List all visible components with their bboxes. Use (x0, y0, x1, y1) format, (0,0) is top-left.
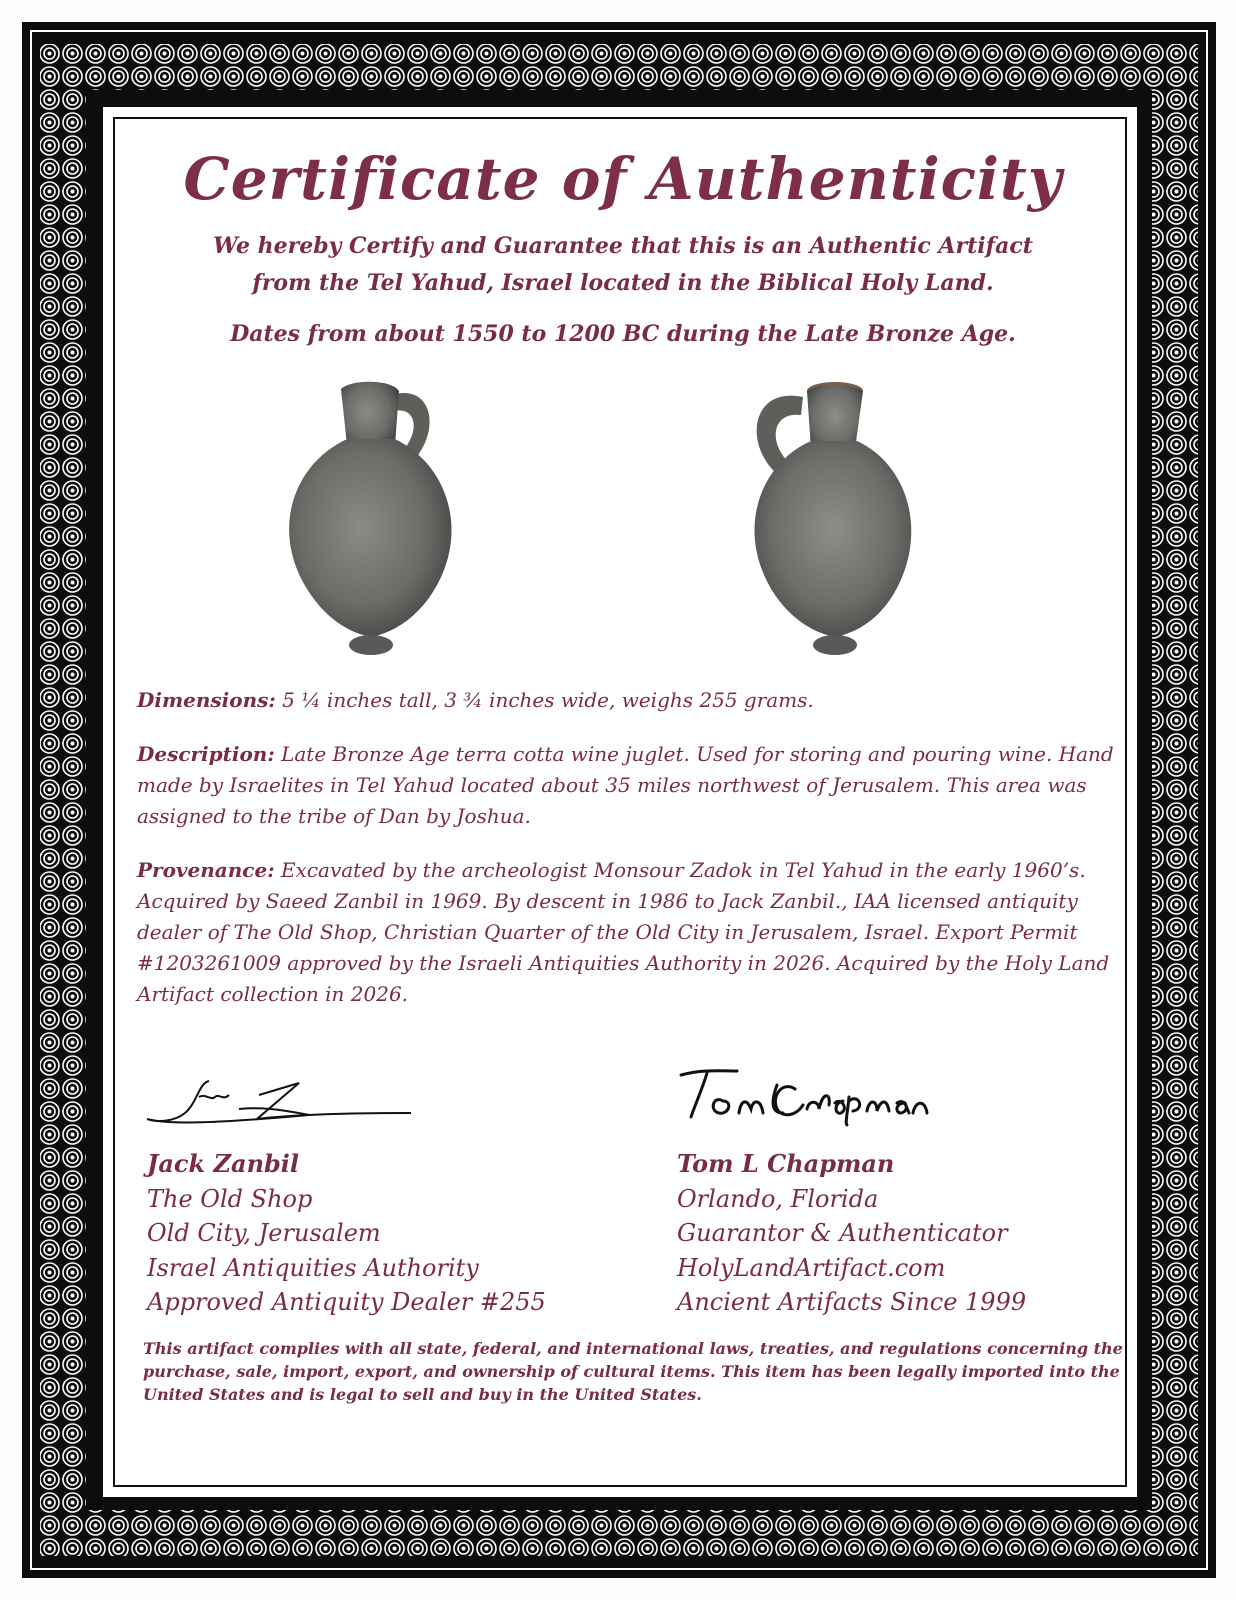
provenance-text: Excavated by the archeologist Monsour Zadok in Tel Yahud in the early 1960’s. Acquired by Saeed Zanbil in 1969. By descent in 1986 to Jack Zanbil., IAA licensed antiquity dealer of The Old Shop, Christian Quarter of the Old City in Jerusalem, Israel. Export Permit #1203261009 approved by the Israeli Antiquities Authority in 2026. Acquired by the Holy Land Artifact collection in 2026. (137, 858, 1110, 1006)
provenance-paragraph (137, 855, 1127, 1010)
dimensions-paragraph (137, 685, 1127, 716)
intro-line-2: from the Tel Yahud, Israel located in the Biblical Holy Land. (252, 270, 994, 296)
dimensions-label: Dimensions: (137, 688, 276, 712)
certificate-content (100, 104, 1140, 1500)
right-signer-line3: Guarantor & Authenticator (677, 1219, 1008, 1247)
left-signer-name: Jack Zanbil (147, 1149, 300, 1178)
left-signer-line3: Old City, Jerusalem (147, 1219, 381, 1247)
intro-line-1: We hereby Certify and Guarantee that this is an Authentic Artifact (213, 233, 1033, 259)
dimensions-text: 5 ¼ inches tall, 3 ¾ inches wide, weighs 255 grams. (282, 688, 814, 712)
jack-zanbil-signature (139, 1073, 439, 1143)
date-line: Dates from about 1550 to 1200 BC during the Late Bronze Age. (230, 321, 1016, 347)
left-signer-line4: Israel Antiquities Authority (147, 1253, 479, 1282)
certificate-title: Certificate of Authenticity (183, 145, 1063, 213)
tom-chapman-signature (673, 1061, 973, 1131)
right-signer-name: Tom L Chapman (677, 1149, 895, 1178)
left-signer-line2: The Old Shop (147, 1184, 313, 1213)
left-signer-line5: Approved Antiquity Dealer #255 (147, 1288, 546, 1316)
description-label: Description: (137, 742, 275, 766)
provenance-label: Provenance: (137, 858, 275, 882)
juglet-photo-right (717, 375, 917, 665)
right-signer-line4: HolyLandArtifact.com (677, 1253, 946, 1282)
legal-notice: This artifact complies with all state, federal, and international laws, treaties, and regulations concerning the purchase, sale, import, export, and ownership of cultural items. This item has been legally imported into the United States and is legal to sell and buy in the United States. (143, 1339, 1123, 1404)
right-signer-line5: Ancient Artifacts Since 1999 (677, 1288, 1027, 1316)
description-paragraph (137, 739, 1127, 832)
juglet-photo-left (271, 375, 471, 665)
description-text: Late Bronze Age terra cotta wine juglet. Used for storing and pouring wine. Hand made by Israelites in Tel Yahud located about 35 miles northwest of Jerusalem. This area was assigned to the tribe of Dan by Joshua. (137, 742, 1114, 828)
right-signer-line2: Orlando, Florida (677, 1184, 879, 1213)
left-signer-block (147, 1147, 546, 1320)
right-signer-block (677, 1147, 1026, 1320)
